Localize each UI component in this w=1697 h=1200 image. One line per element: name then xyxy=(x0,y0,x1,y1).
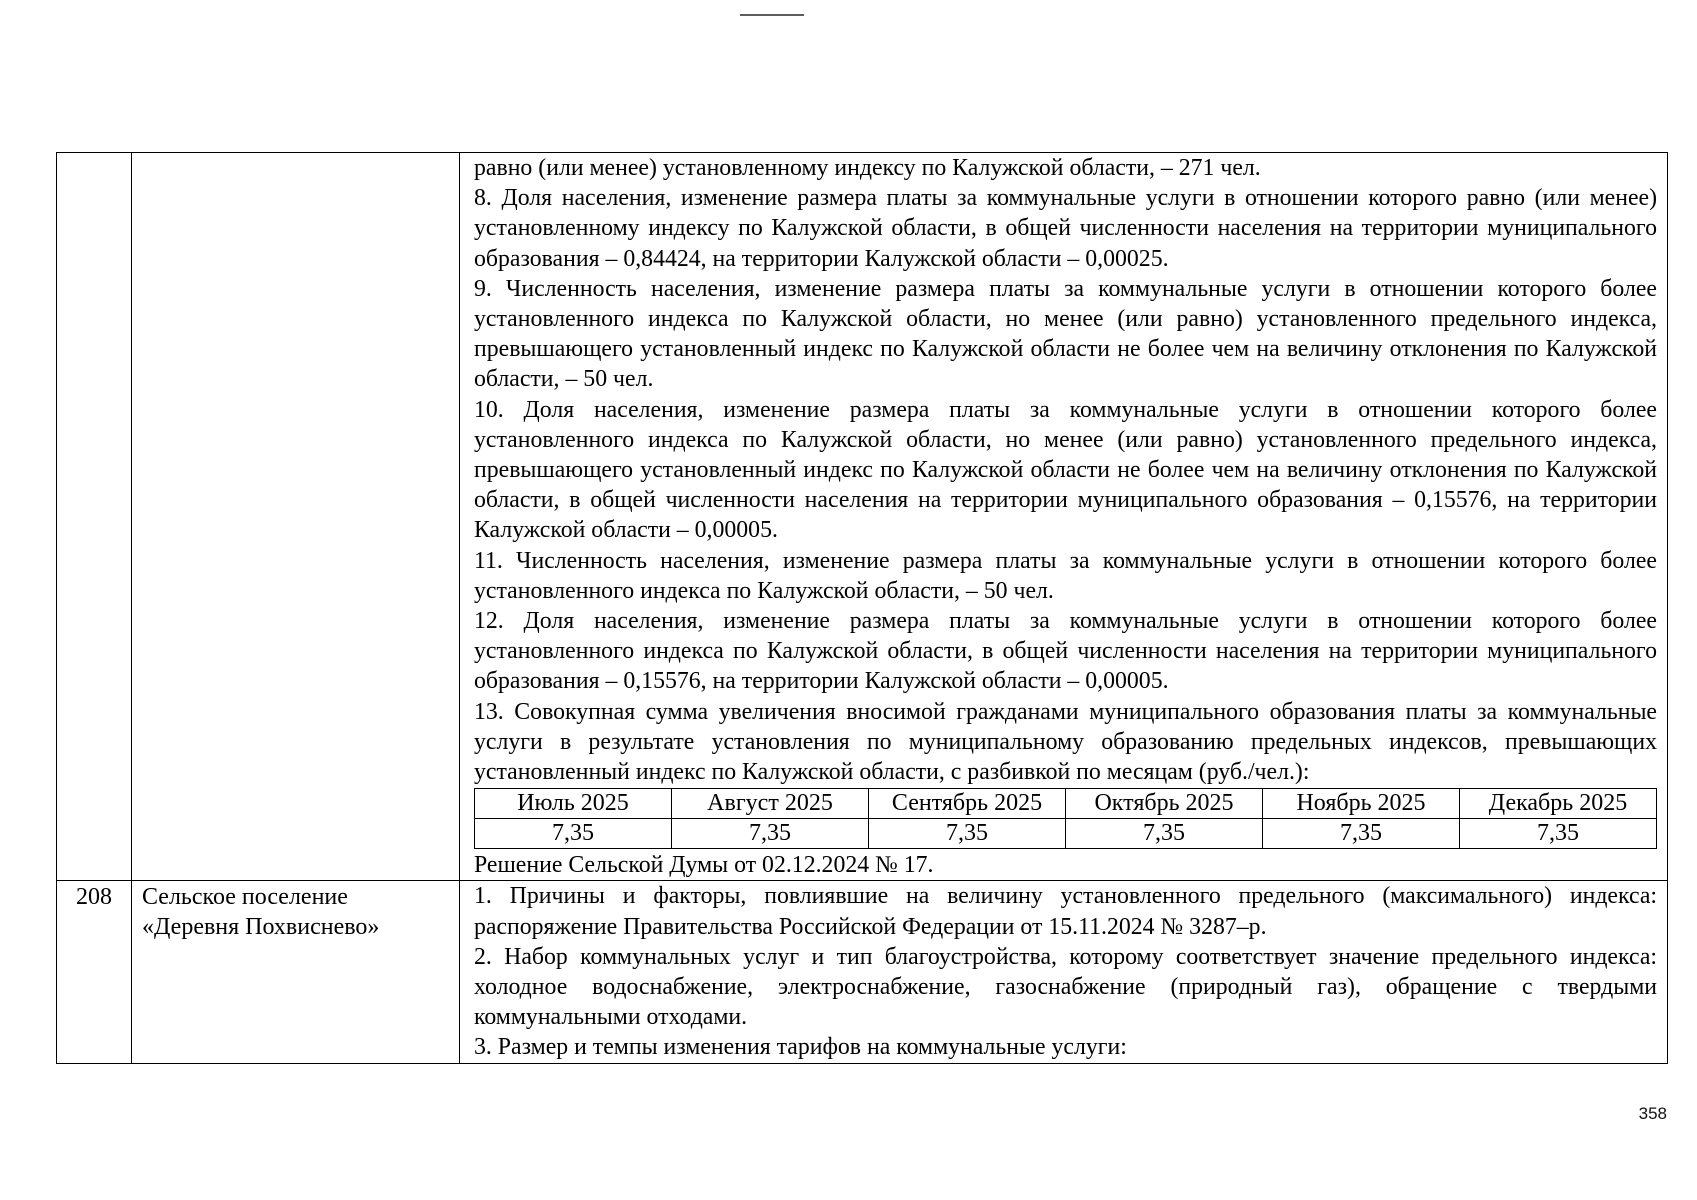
monthly-increase-table xyxy=(474,788,1657,849)
paragraph: 2. Набор коммунальных услуг и тип благоустройства, которому соответствует значение предельного индекса: холодное водоснабжение, электроснабжение, газоснабжение (природный газ), обращение с твердыми коммунальными отходами. xyxy=(474,943,1657,1031)
month-header: Август 2025 xyxy=(672,789,869,819)
month-value: 7,35 xyxy=(475,819,672,849)
paragraph: 12. Доля населения, изменение размера платы за коммунальные услуги в отношении которого более установленного индекса по Калужской области, в общей численности населения на территории муниципального образования – 0,15576, на территории Калужской области – 0,00005. xyxy=(474,608,1657,695)
month-header: Октябрь 2025 xyxy=(1066,789,1263,819)
month-header: Сентябрь 2025 xyxy=(869,789,1066,819)
month-value: 7,35 xyxy=(1263,819,1460,849)
month-header: Июль 2025 xyxy=(475,789,672,819)
row-number: 208 xyxy=(76,884,112,911)
table-row xyxy=(57,881,1668,1063)
month-value: 7,35 xyxy=(672,819,869,849)
decision-reference: Решение Сельской Думы от 02.12.2024 № 17. xyxy=(474,852,934,879)
paragraph: 13. Совокупная сумма увеличения вносимой гражданами муниципального образования платы за коммунальные услуги в результате установления по муниципальному образованию предельных индексов, превышающих установленный индекс по Калужской области, с разбивкой по месяцам (руб./чел.): xyxy=(474,698,1657,786)
paragraph: 8. Доля населения, изменение размера платы за коммунальные услуги в отношении которого равно (или менее) установленному индексу по Калужской области, в общей численности населения на территории муниципального образования – 0,84424, на территории Калужской области – 0,00025. xyxy=(474,185,1657,272)
month-value: 7,35 xyxy=(1460,819,1657,849)
municipality-name-line: «Деревня Похвиснево» xyxy=(142,914,380,941)
paragraph: равно (или менее) установленному индексу по Калужской области, – 271 чел. xyxy=(474,155,1261,181)
month-value: 7,35 xyxy=(869,819,1066,849)
top-scan-mark xyxy=(740,14,804,16)
paragraph: 11. Численность населения, изменение размера платы за коммунальные услуги в отношении которого более установленного индекса по Калужской области, – 50 чел. xyxy=(474,547,1657,604)
month-header: Декабрь 2025 xyxy=(1460,789,1657,819)
paragraph: 9. Численность населения, изменение размера платы за коммунальные услуги в отношении которого более установленного индекса по Калужской области, но менее (или равно) установленного предельного индекса, превышающего установленный индекс по Калужской области не более чем на величину отклонения по Калужской области, – 50 чел. xyxy=(474,275,1657,393)
row-number-cell xyxy=(57,881,132,1063)
table-row xyxy=(57,153,1668,881)
paragraph: 3. Размер и темпы изменения тарифов на коммунальные услуги: xyxy=(474,1034,1127,1061)
municipality-name-cell xyxy=(132,881,460,1063)
indicators-cell xyxy=(460,881,1668,1063)
months-header-row xyxy=(475,789,1657,819)
indicators-cell xyxy=(460,153,1668,881)
page-number: 358 xyxy=(1638,1104,1667,1123)
paragraph: 10. Доля населения, изменение размера платы за коммунальные услуги в отношении которого более установленного индекса по Калужской области, но менее (или равно) установленного предельного индекса, превышающего установленный индекс по Калужской области не более чем на величину отклонения по Калужской области, в общей численности населения на территории муниципального образования – 0,15576, на территории Калужской области – 0,00005. xyxy=(474,396,1657,544)
months-value-row xyxy=(475,819,1657,849)
main-table xyxy=(56,152,1668,1064)
month-value: 7,35 xyxy=(1066,819,1263,849)
paragraph: 1. Причины и факторы, повлиявшие на величину установленного предельного (максимального) индекса: распоряжение Правительства Российской Федерации от 15.11.2024 № 3287–р. xyxy=(474,883,1657,940)
municipality-name-line: Сельское поселение xyxy=(142,884,348,911)
month-header: Ноябрь 2025 xyxy=(1263,789,1460,819)
municipality-name-cell xyxy=(132,153,460,881)
row-number-cell xyxy=(57,153,132,881)
